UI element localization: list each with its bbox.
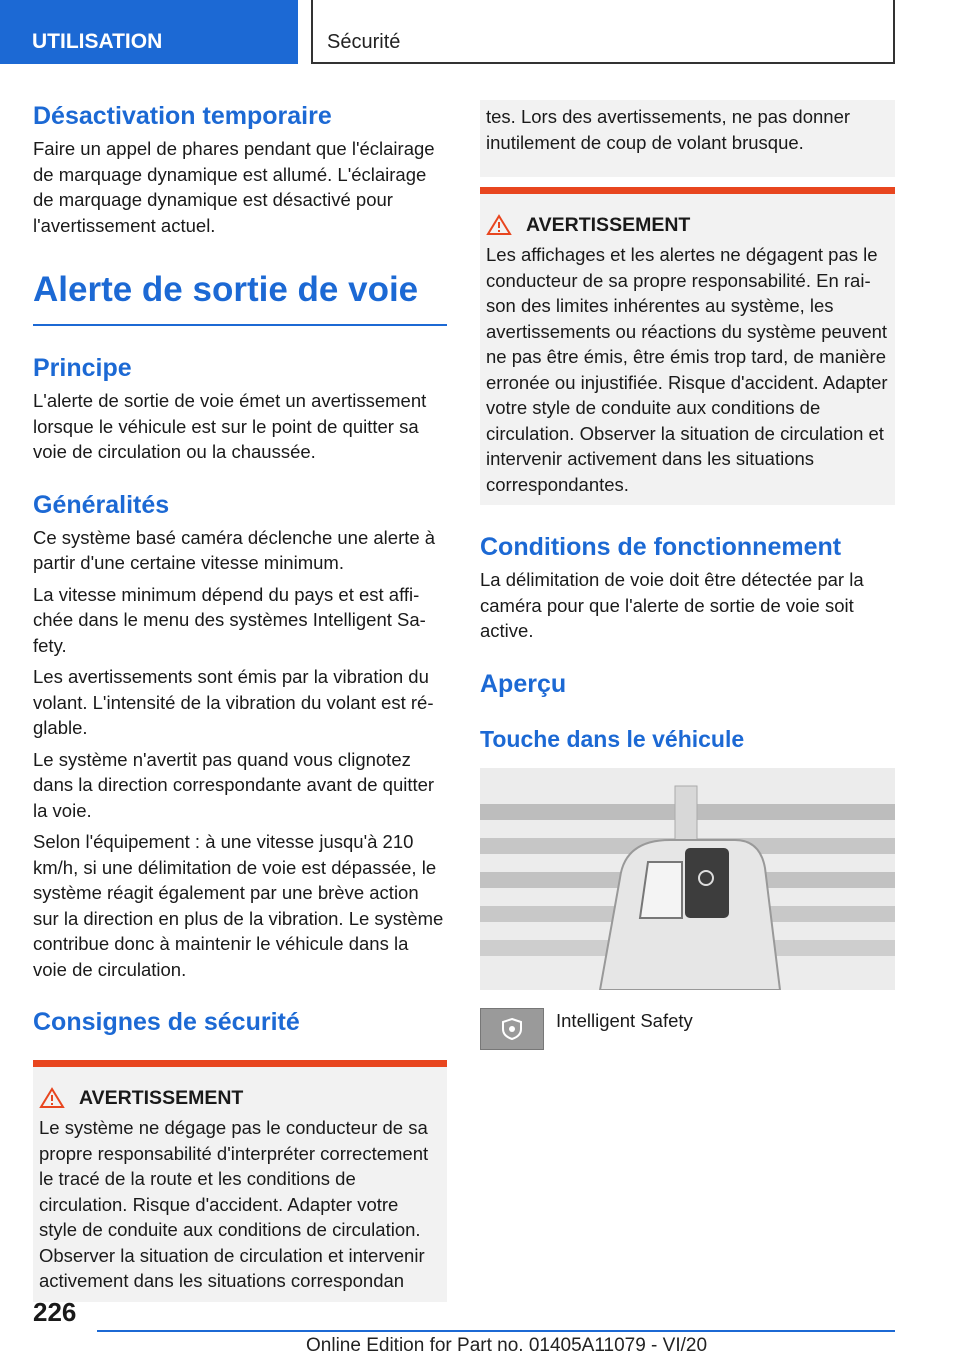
warning-triangle-icon: [39, 1087, 65, 1109]
paragraph-general-4: Le système n'avertit pas quand vous clignotez dans la direction correspondante avant de quitter la voie.: [33, 748, 435, 821]
left-column: [33, 100, 447, 1302]
heading-principle: Principe: [33, 354, 132, 382]
page-title: Alerte de sortie de voie: [33, 268, 447, 326]
warning-title-1: [39, 1085, 441, 1111]
warning-text-1-continued: tes. Lors des avertissements, ne pas donner inutilement de coup de volant brusque.: [486, 106, 851, 153]
warning-text-2: Les affichages et les alertes ne dégagent pas le conducteur de sa propre responsabilité. En raison des limites inhérentes au système, les avertissements ou réactions du système peuvent ne pas être émis, être émis trop tard, de manière erronée ou injustifiée. Risque d'accident. Adapter votre style de conduite aux conditions de circulation. Observer la situation de circulation et intervenir activement dans les situations correspondantes.: [486, 244, 888, 495]
warning-triangle-icon: [486, 214, 512, 236]
paragraph-conditions: La délimitation de voie doit être détectée par la caméra pour que l'alerte de sortie de voie soit active.: [480, 569, 864, 641]
footer-divider: [97, 1330, 895, 1332]
paragraph-temporary-deactivation: Faire un appel de phares pendant que l'éclairage de marquage dynamique est allumé. L'éclairage de marquage dynamique est désactivé pour l'avertissement actuel.: [33, 138, 435, 236]
legend-row: [480, 1008, 895, 1050]
warning-title-2: [486, 212, 889, 238]
heading-general: Généralités: [33, 490, 170, 519]
warning-box-1: [33, 1060, 447, 1302]
paragraph-principle: L'alerte de sortie de voie émet un avertissement lorsque le véhicule est sur le point de quitter sa voie de circulation ou la chaussée.: [33, 390, 427, 462]
paragraph-general-2: La vitesse minimum dépend du pays et est affichée dans le menu des systèmes Intelligent Safety.: [33, 583, 426, 656]
section-tab: UTILISATION: [0, 0, 298, 64]
warning-title-text-2: AVERTISSEMENT: [526, 214, 691, 236]
footer-edition: Online Edition for Part no. 01405A11079 - VI/20: [306, 1335, 708, 1356]
heading-safety: Consignes de sécurité: [33, 1008, 300, 1036]
warning-text-1: Le système ne dégage pas le conducteur de sa propre responsabilité d'interpréter correctement le tracé de la route et les conditions de circulation. Risque d'accident. Adapter votre style de conduite aux conditions de circulation. Observer la situation de circulation et intervenir activement dans les situations correspondan: [39, 1117, 429, 1291]
vehicle-button-figure: [480, 768, 895, 990]
chapter-title: Sécurité: [311, 0, 895, 64]
warning-box-2: [480, 187, 895, 505]
paragraph-general-5: Selon l'équipement : à une vitesse jusqu'à 210 km/h, si une délimitation de voie est dépassée, le système réagit également par une brève action sur la direction en plus de la vibration. Le système contribue donc à maintenir le véhicule dans la voie de circulation.: [33, 831, 444, 980]
warning-title-text-1: AVERTISSEMENT: [79, 1087, 244, 1109]
intelligent-safety-icon: [480, 1008, 544, 1050]
heading-conditions: Conditions de fonctionnement: [480, 533, 842, 561]
heading-vehicle-button: Touche dans le véhicule: [480, 725, 745, 752]
vehicle-button-illustration: [480, 768, 895, 990]
paragraph-general-1: Ce système basé caméra déclenche une alerte à partir d'une certaine vitesse minimum.: [33, 526, 436, 573]
heading-overview: Aperçu: [480, 669, 567, 698]
warning-box-1-continued: [480, 100, 895, 177]
paragraph-general-3: Les avertissements sont émis par la vibration du volant. L'intensité de la vibration du volant est réglable.: [33, 666, 434, 738]
right-column: [480, 100, 895, 1050]
heading-temporary-deactivation: Désactivation temporaire: [33, 102, 332, 130]
page-number: 226: [33, 1297, 77, 1327]
legend-label: Intelligent Safety: [556, 1009, 693, 1031]
